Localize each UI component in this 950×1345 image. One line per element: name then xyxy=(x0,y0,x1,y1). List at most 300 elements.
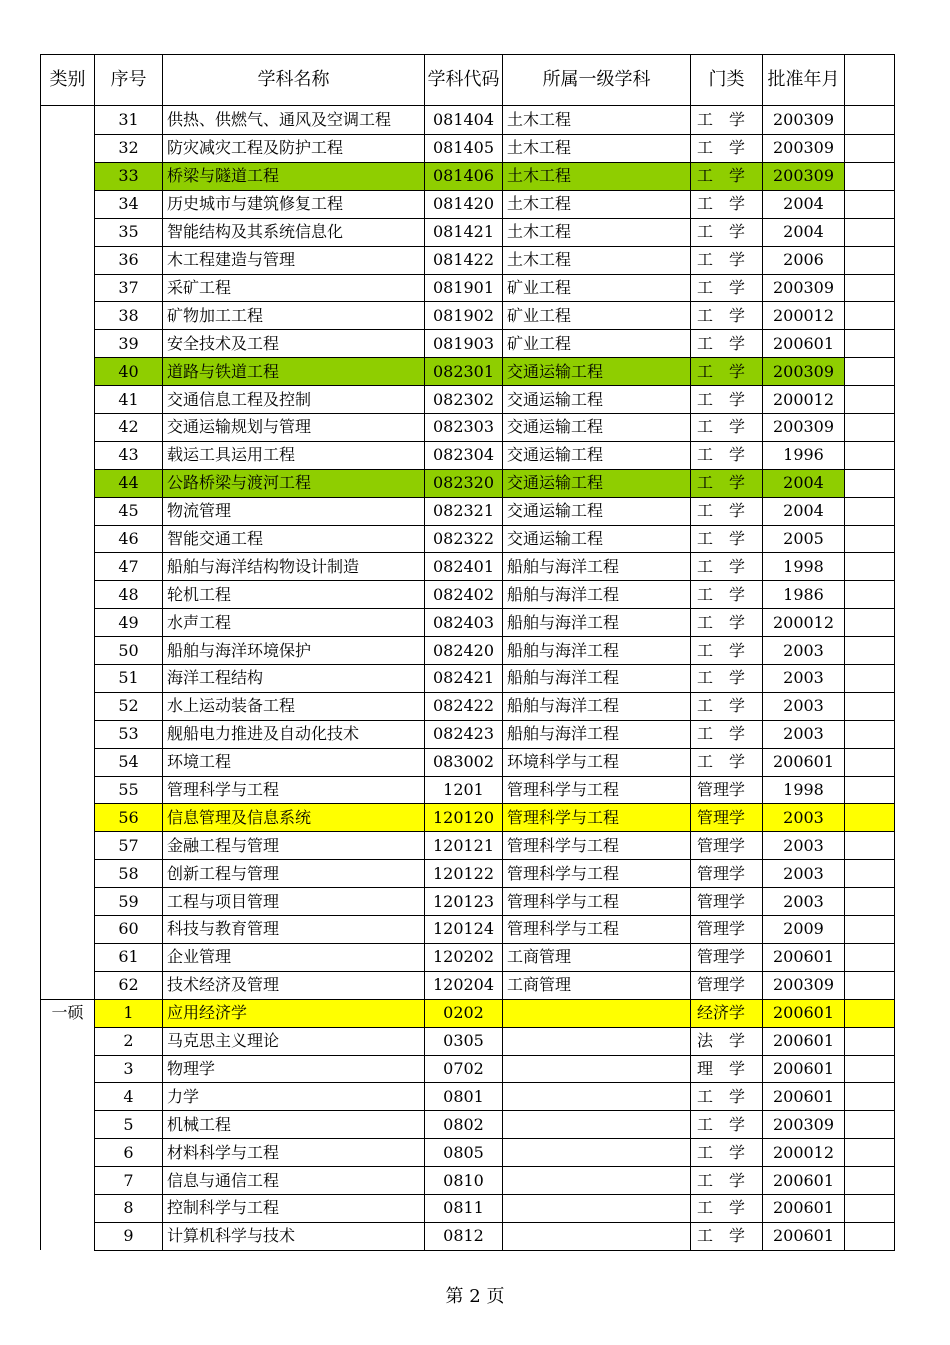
table-row xyxy=(41,330,895,358)
date-cell: 200601 xyxy=(763,1222,845,1250)
seq-cell: 35 xyxy=(95,218,163,246)
extra-cell xyxy=(845,999,895,1027)
field-cell: 工 学 xyxy=(691,246,763,274)
extra-cell xyxy=(845,1222,895,1250)
category-cell xyxy=(41,190,95,218)
date-cell: 2009 xyxy=(763,916,845,944)
field-cell: 理 学 xyxy=(691,1055,763,1083)
table-row xyxy=(41,832,895,860)
name-cell: 供热、供燃气、通风及空调工程 xyxy=(163,106,425,135)
code-cell: 082420 xyxy=(425,637,503,665)
table-row xyxy=(41,581,895,609)
parent-cell: 管理科学与工程 xyxy=(503,832,691,860)
category-cell xyxy=(41,274,95,302)
code-cell: 081903 xyxy=(425,330,503,358)
field-cell: 工 学 xyxy=(691,302,763,330)
parent-cell: 矿业工程 xyxy=(503,274,691,302)
seq-cell: 48 xyxy=(95,581,163,609)
name-cell: 物理学 xyxy=(163,1055,425,1083)
field-cell: 管理学 xyxy=(691,776,763,804)
parent-cell: 工商管理 xyxy=(503,943,691,971)
field-cell: 工 学 xyxy=(691,1194,763,1222)
table-row xyxy=(41,637,895,665)
code-cell: 082421 xyxy=(425,665,503,693)
field-cell: 工 学 xyxy=(691,414,763,442)
field-cell: 工 学 xyxy=(691,525,763,553)
date-cell: 200012 xyxy=(763,1139,845,1167)
parent-cell: 管理科学与工程 xyxy=(503,804,691,832)
field-cell: 工 学 xyxy=(691,134,763,163)
code-cell: 120204 xyxy=(425,971,503,999)
code-cell: 081902 xyxy=(425,302,503,330)
date-cell: 2004 xyxy=(763,218,845,246)
seq-cell: 42 xyxy=(95,414,163,442)
name-cell: 交通运输规划与管理 xyxy=(163,414,425,442)
category-cell: 一硕 xyxy=(41,999,95,1027)
parent-cell: 交通运输工程 xyxy=(503,525,691,553)
field-cell: 管理学 xyxy=(691,860,763,888)
field-cell: 工 学 xyxy=(691,553,763,581)
date-cell: 200309 xyxy=(763,971,845,999)
name-cell: 智能结构及其系统信息化 xyxy=(163,218,425,246)
seq-cell: 62 xyxy=(95,971,163,999)
seq-cell: 53 xyxy=(95,720,163,748)
category-cell xyxy=(41,860,95,888)
table-row xyxy=(41,134,895,163)
extra-cell xyxy=(845,720,895,748)
name-cell: 创新工程与管理 xyxy=(163,860,425,888)
field-cell: 工 学 xyxy=(691,469,763,497)
field-cell: 工 学 xyxy=(691,386,763,414)
category-cell xyxy=(41,358,95,386)
code-cell: 0305 xyxy=(425,1027,503,1055)
seq-cell: 49 xyxy=(95,609,163,637)
name-cell: 历史城市与建筑修复工程 xyxy=(163,190,425,218)
extra-cell xyxy=(845,888,895,916)
table-row xyxy=(41,246,895,274)
code-cell: 082304 xyxy=(425,441,503,469)
table-row xyxy=(41,358,895,386)
extra-cell xyxy=(845,358,895,386)
extra-cell xyxy=(845,1027,895,1055)
seq-cell: 57 xyxy=(95,832,163,860)
name-cell: 金融工程与管理 xyxy=(163,832,425,860)
parent-cell: 交通运输工程 xyxy=(503,441,691,469)
name-cell: 物流管理 xyxy=(163,497,425,525)
category-cell xyxy=(41,1194,95,1222)
seq-cell: 31 xyxy=(95,106,163,135)
header-field: 门类 xyxy=(691,55,763,106)
field-cell: 工 学 xyxy=(691,218,763,246)
seq-cell: 3 xyxy=(95,1055,163,1083)
field-cell: 工 学 xyxy=(691,358,763,386)
page-number: 第 2 页 xyxy=(445,1286,505,1307)
code-cell: 120121 xyxy=(425,832,503,860)
extra-cell xyxy=(845,246,895,274)
category-cell xyxy=(41,469,95,497)
table-row xyxy=(41,274,895,302)
field-cell: 工 学 xyxy=(691,692,763,720)
name-cell: 船舶与海洋环境保护 xyxy=(163,637,425,665)
parent-cell: 船舶与海洋工程 xyxy=(503,553,691,581)
extra-cell xyxy=(845,106,895,135)
field-cell: 工 学 xyxy=(691,1222,763,1250)
table-row xyxy=(41,441,895,469)
category-cell xyxy=(41,776,95,804)
code-cell: 082422 xyxy=(425,692,503,720)
parent-cell: 土木工程 xyxy=(503,163,691,191)
extra-cell xyxy=(845,609,895,637)
header-extra xyxy=(845,55,895,106)
name-cell: 水上运动装备工程 xyxy=(163,692,425,720)
table-row xyxy=(41,386,895,414)
parent-cell: 工商管理 xyxy=(503,971,691,999)
seq-cell: 58 xyxy=(95,860,163,888)
extra-cell xyxy=(845,692,895,720)
date-cell: 2003 xyxy=(763,720,845,748)
code-cell: 081901 xyxy=(425,274,503,302)
date-cell: 1996 xyxy=(763,441,845,469)
table-row xyxy=(41,776,895,804)
seq-cell: 5 xyxy=(95,1111,163,1139)
field-cell: 管理学 xyxy=(691,943,763,971)
extra-cell xyxy=(845,414,895,442)
table-row xyxy=(41,525,895,553)
date-cell: 200309 xyxy=(763,274,845,302)
name-cell: 应用经济学 xyxy=(163,999,425,1027)
seq-cell: 41 xyxy=(95,386,163,414)
extra-cell xyxy=(845,302,895,330)
seq-cell: 51 xyxy=(95,665,163,693)
date-cell: 1998 xyxy=(763,776,845,804)
code-cell: 081421 xyxy=(425,218,503,246)
date-cell: 2003 xyxy=(763,860,845,888)
parent-cell: 土木工程 xyxy=(503,106,691,135)
table-row xyxy=(41,971,895,999)
code-cell: 0801 xyxy=(425,1083,503,1111)
extra-cell xyxy=(845,274,895,302)
category-cell xyxy=(41,1055,95,1083)
extra-cell xyxy=(845,553,895,581)
date-cell: 2004 xyxy=(763,497,845,525)
date-cell: 2005 xyxy=(763,525,845,553)
table-row xyxy=(41,553,895,581)
table-row xyxy=(41,1027,895,1055)
name-cell: 技术经济及管理 xyxy=(163,971,425,999)
parent-cell: 交通运输工程 xyxy=(503,386,691,414)
seq-cell: 56 xyxy=(95,804,163,832)
field-cell: 工 学 xyxy=(691,637,763,665)
name-cell: 木工程建造与管理 xyxy=(163,246,425,274)
seq-cell: 38 xyxy=(95,302,163,330)
parent-cell: 船舶与海洋工程 xyxy=(503,581,691,609)
code-cell: 081405 xyxy=(425,134,503,163)
date-cell: 2004 xyxy=(763,469,845,497)
field-cell: 工 学 xyxy=(691,441,763,469)
extra-cell xyxy=(845,1111,895,1139)
parent-cell xyxy=(503,1139,691,1167)
parent-cell xyxy=(503,1027,691,1055)
parent-cell: 矿业工程 xyxy=(503,302,691,330)
code-cell: 082423 xyxy=(425,720,503,748)
date-cell: 200601 xyxy=(763,1027,845,1055)
category-cell xyxy=(41,134,95,163)
seq-cell: 45 xyxy=(95,497,163,525)
extra-cell xyxy=(845,971,895,999)
category-cell xyxy=(41,609,95,637)
table-row xyxy=(41,1194,895,1222)
code-cell: 082401 xyxy=(425,553,503,581)
extra-cell xyxy=(845,916,895,944)
code-cell: 081404 xyxy=(425,106,503,135)
code-cell: 120123 xyxy=(425,888,503,916)
extra-cell xyxy=(845,581,895,609)
date-cell: 200601 xyxy=(763,1167,845,1195)
table-row xyxy=(41,916,895,944)
extra-cell xyxy=(845,1194,895,1222)
extra-cell xyxy=(845,386,895,414)
header-code: 学科代码 xyxy=(425,55,503,106)
code-cell: 082403 xyxy=(425,609,503,637)
table-row xyxy=(41,1167,895,1195)
date-cell: 200601 xyxy=(763,748,845,776)
category-cell xyxy=(41,888,95,916)
extra-cell xyxy=(845,776,895,804)
code-cell: 082322 xyxy=(425,525,503,553)
date-cell: 200012 xyxy=(763,609,845,637)
seq-cell: 46 xyxy=(95,525,163,553)
parent-cell xyxy=(503,1111,691,1139)
table-row xyxy=(41,1055,895,1083)
parent-cell xyxy=(503,999,691,1027)
date-cell: 200012 xyxy=(763,386,845,414)
name-cell: 材料科学与工程 xyxy=(163,1139,425,1167)
seq-cell: 37 xyxy=(95,274,163,302)
name-cell: 公路桥梁与渡河工程 xyxy=(163,469,425,497)
header-parent: 所属一级学科 xyxy=(503,55,691,106)
field-cell: 工 学 xyxy=(691,330,763,358)
category-cell xyxy=(41,1222,95,1250)
table-row xyxy=(41,748,895,776)
name-cell: 载运工具运用工程 xyxy=(163,441,425,469)
seq-cell: 9 xyxy=(95,1222,163,1250)
name-cell: 企业管理 xyxy=(163,943,425,971)
table-row xyxy=(41,190,895,218)
category-cell xyxy=(41,748,95,776)
code-cell: 083002 xyxy=(425,748,503,776)
code-cell: 120122 xyxy=(425,860,503,888)
header-name: 学科名称 xyxy=(163,55,425,106)
parent-cell: 船舶与海洋工程 xyxy=(503,665,691,693)
field-cell: 管理学 xyxy=(691,971,763,999)
name-cell: 工程与项目管理 xyxy=(163,888,425,916)
category-cell xyxy=(41,804,95,832)
field-cell: 工 学 xyxy=(691,1083,763,1111)
category-cell xyxy=(41,246,95,274)
parent-cell: 船舶与海洋工程 xyxy=(503,720,691,748)
field-cell: 管理学 xyxy=(691,804,763,832)
date-cell: 2003 xyxy=(763,804,845,832)
field-cell: 工 学 xyxy=(691,748,763,776)
category-cell xyxy=(41,218,95,246)
code-cell: 082303 xyxy=(425,414,503,442)
name-cell: 轮机工程 xyxy=(163,581,425,609)
name-cell: 防灾减灾工程及防护工程 xyxy=(163,134,425,163)
table-row xyxy=(41,720,895,748)
parent-cell: 船舶与海洋工程 xyxy=(503,637,691,665)
extra-cell xyxy=(845,860,895,888)
seq-cell: 34 xyxy=(95,190,163,218)
table-row xyxy=(41,1111,895,1139)
code-cell: 0805 xyxy=(425,1139,503,1167)
field-cell: 工 学 xyxy=(691,665,763,693)
table-row xyxy=(41,414,895,442)
parent-cell: 船舶与海洋工程 xyxy=(503,609,691,637)
date-cell: 2003 xyxy=(763,637,845,665)
field-cell: 工 学 xyxy=(691,274,763,302)
seq-cell: 59 xyxy=(95,888,163,916)
date-cell: 200309 xyxy=(763,358,845,386)
seq-cell: 50 xyxy=(95,637,163,665)
category-cell xyxy=(41,553,95,581)
name-cell: 马克思主义理论 xyxy=(163,1027,425,1055)
seq-cell: 6 xyxy=(95,1139,163,1167)
code-cell: 120124 xyxy=(425,916,503,944)
category-cell xyxy=(41,497,95,525)
category-cell xyxy=(41,414,95,442)
parent-cell: 交通运输工程 xyxy=(503,497,691,525)
header-category: 类别 xyxy=(41,55,95,106)
table-row xyxy=(41,804,895,832)
date-cell: 200601 xyxy=(763,330,845,358)
name-cell: 环境工程 xyxy=(163,748,425,776)
seq-cell: 55 xyxy=(95,776,163,804)
date-cell: 200601 xyxy=(763,999,845,1027)
name-cell: 计算机科学与技术 xyxy=(163,1222,425,1250)
table-row xyxy=(41,218,895,246)
field-cell: 工 学 xyxy=(691,609,763,637)
category-cell xyxy=(41,943,95,971)
table-row xyxy=(41,665,895,693)
name-cell: 船舶与海洋结构物设计制造 xyxy=(163,553,425,581)
parent-cell: 船舶与海洋工程 xyxy=(503,692,691,720)
name-cell: 道路与铁道工程 xyxy=(163,358,425,386)
parent-cell xyxy=(503,1083,691,1111)
seq-cell: 60 xyxy=(95,916,163,944)
extra-cell xyxy=(845,218,895,246)
category-cell xyxy=(41,832,95,860)
name-cell: 安全技术及工程 xyxy=(163,330,425,358)
field-cell: 工 学 xyxy=(691,720,763,748)
table-row xyxy=(41,497,895,525)
extra-cell xyxy=(845,1139,895,1167)
field-cell: 工 学 xyxy=(691,581,763,609)
field-cell: 工 学 xyxy=(691,1111,763,1139)
parent-cell: 土木工程 xyxy=(503,218,691,246)
code-cell: 0702 xyxy=(425,1055,503,1083)
seq-cell: 47 xyxy=(95,553,163,581)
category-cell xyxy=(41,163,95,191)
seq-cell: 8 xyxy=(95,1194,163,1222)
parent-cell xyxy=(503,1194,691,1222)
seq-cell: 43 xyxy=(95,441,163,469)
table-row xyxy=(41,302,895,330)
name-cell: 管理科学与工程 xyxy=(163,776,425,804)
extra-cell xyxy=(845,804,895,832)
table-row xyxy=(41,692,895,720)
category-cell xyxy=(41,1139,95,1167)
date-cell: 200309 xyxy=(763,163,845,191)
date-cell: 200601 xyxy=(763,943,845,971)
parent-cell: 管理科学与工程 xyxy=(503,860,691,888)
extra-cell xyxy=(845,1055,895,1083)
date-cell: 200601 xyxy=(763,1055,845,1083)
code-cell: 0811 xyxy=(425,1194,503,1222)
date-cell: 2004 xyxy=(763,190,845,218)
category-cell xyxy=(41,386,95,414)
category-cell xyxy=(41,106,95,135)
table-row xyxy=(41,106,895,135)
field-cell: 工 学 xyxy=(691,1167,763,1195)
extra-cell xyxy=(845,134,895,163)
table-row xyxy=(41,163,895,191)
seq-cell: 33 xyxy=(95,163,163,191)
category-cell xyxy=(41,441,95,469)
name-cell: 信息与通信工程 xyxy=(163,1167,425,1195)
date-cell: 200309 xyxy=(763,414,845,442)
subject-table xyxy=(40,54,895,1251)
category-cell xyxy=(41,581,95,609)
parent-cell: 交通运输工程 xyxy=(503,469,691,497)
parent-cell: 土木工程 xyxy=(503,134,691,163)
date-cell: 1998 xyxy=(763,553,845,581)
extra-cell xyxy=(845,943,895,971)
extra-cell xyxy=(845,330,895,358)
code-cell: 0802 xyxy=(425,1111,503,1139)
date-cell: 200309 xyxy=(763,106,845,135)
parent-cell: 交通运输工程 xyxy=(503,358,691,386)
parent-cell xyxy=(503,1055,691,1083)
name-cell: 海洋工程结构 xyxy=(163,665,425,693)
code-cell: 082302 xyxy=(425,386,503,414)
date-cell: 200601 xyxy=(763,1083,845,1111)
name-cell: 交通信息工程及控制 xyxy=(163,386,425,414)
code-cell: 081422 xyxy=(425,246,503,274)
field-cell: 经济学 xyxy=(691,999,763,1027)
name-cell: 采矿工程 xyxy=(163,274,425,302)
parent-cell: 管理科学与工程 xyxy=(503,776,691,804)
category-cell xyxy=(41,665,95,693)
name-cell: 水声工程 xyxy=(163,609,425,637)
name-cell: 机械工程 xyxy=(163,1111,425,1139)
extra-cell xyxy=(845,469,895,497)
name-cell: 舰船电力推进及自动化技术 xyxy=(163,720,425,748)
table-row xyxy=(41,1139,895,1167)
code-cell: 120202 xyxy=(425,943,503,971)
category-cell xyxy=(41,302,95,330)
table-row xyxy=(41,999,895,1027)
extra-cell xyxy=(845,497,895,525)
code-cell: 081406 xyxy=(425,163,503,191)
table-row xyxy=(41,888,895,916)
code-cell: 082321 xyxy=(425,497,503,525)
category-cell xyxy=(41,916,95,944)
table-row xyxy=(41,1222,895,1250)
date-cell: 2006 xyxy=(763,246,845,274)
category-cell xyxy=(41,1111,95,1139)
extra-cell xyxy=(845,665,895,693)
table-row xyxy=(41,1083,895,1111)
